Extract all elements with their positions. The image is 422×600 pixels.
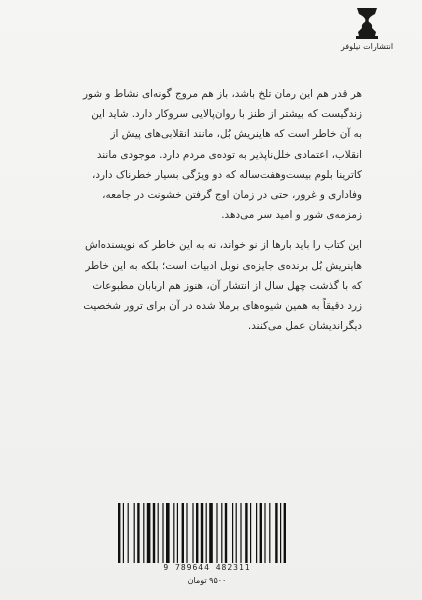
barcode-bar bbox=[275, 503, 277, 563]
barcode-bar bbox=[123, 503, 124, 563]
barcode-bar bbox=[206, 503, 207, 563]
barcode-bar bbox=[225, 503, 227, 563]
blurb-line: دیگراندیشان عمل می‌کنند. bbox=[247, 320, 362, 333]
barcode-bar bbox=[177, 503, 178, 563]
barcode-bar bbox=[280, 503, 281, 563]
barcode-bar bbox=[264, 503, 265, 563]
blurb-line: به آن خاطر است که هاینریش بُل، مانند انقلابی‌های پیش از bbox=[110, 128, 362, 141]
barcode-bar bbox=[153, 503, 155, 563]
blurb-line: زندگیست که بیشتر از طنز با روان‌پالایی سروکار دارد. شاید این bbox=[91, 108, 362, 121]
publisher-name: انتشارات نیلوفر bbox=[340, 42, 394, 51]
barcode-bar bbox=[137, 503, 139, 563]
barcode-bar bbox=[260, 503, 262, 563]
barcode-bar bbox=[134, 503, 135, 563]
barcode-bar bbox=[250, 503, 251, 563]
barcode-bar bbox=[162, 503, 163, 563]
barcode-bar bbox=[240, 503, 241, 563]
blurb-line: زرد دقیقاً به همین شیوه‌های برملا شده در آن برای ترور شخصیت bbox=[83, 300, 362, 313]
barcode-bar bbox=[166, 503, 170, 563]
barcode-bar bbox=[269, 503, 270, 563]
blurb-line: هر قدر هم این رمان تلخ باشد، باز هم مروج گونه‌ای نشاط و شور bbox=[83, 88, 362, 100]
barcode-bar bbox=[201, 503, 203, 563]
blurb-line: که با گذشت چهل سال از انتشار آن، هنوز هم اربابان مطبوعات bbox=[92, 279, 362, 292]
back-cover-blurb bbox=[80, 84, 362, 336]
barcode-bar bbox=[221, 503, 222, 563]
barcode-bar bbox=[158, 503, 159, 563]
blurb-line: وفاداری و غرور، حتی در زمان اوج گرفتن خشونت در جامعه، bbox=[102, 189, 362, 202]
blurb-line: انقلاب، اعتمادی خلل‌ناپذیر به توده‌ی مردم دارد. موجودی مانند bbox=[96, 148, 362, 161]
barcode-bar bbox=[173, 503, 174, 563]
blurb-paragraph-1 bbox=[80, 84, 362, 225]
barcode-bar bbox=[118, 503, 120, 563]
isbn-barcode bbox=[112, 503, 302, 563]
price-label: ۹۵۰۰ تومان bbox=[187, 576, 227, 585]
barcode-bar bbox=[196, 503, 198, 563]
barcode-bar bbox=[232, 503, 233, 563]
barcode-bar bbox=[216, 503, 217, 563]
barcode-bar bbox=[186, 503, 187, 563]
barcode-bar bbox=[182, 503, 184, 563]
blurb-paragraph-2 bbox=[80, 235, 362, 336]
barcode-bar bbox=[236, 503, 237, 563]
blurb-line: زمزمه‌ی شور و امید سر می‌دهد. bbox=[221, 209, 362, 222]
isbn-number: 9 789644 482311 bbox=[163, 563, 251, 572]
barcode-bar bbox=[147, 503, 151, 563]
barcode-bar bbox=[143, 503, 144, 563]
bust-silhouette-icon bbox=[353, 6, 381, 40]
barcode-bar bbox=[128, 503, 129, 563]
barcode-bar bbox=[256, 503, 257, 563]
barcode-bar bbox=[209, 503, 213, 563]
blurb-line: کاترینا بلوم بیست‌وهفت‌ساله که دو ویژگی بسیار خطرناک دارد، bbox=[92, 168, 362, 181]
barcode-bar bbox=[284, 503, 286, 563]
blurb-line: هاینریش بُل برنده‌ی جایزه‌ی نوبل ادبیات است؛ بلکه به این خاطر bbox=[85, 259, 362, 272]
barcode-bar bbox=[245, 503, 247, 563]
barcode-bar bbox=[192, 503, 193, 563]
blurb-line: این کتاب را باید بارها از نو خواند، نه به این خاطر که نویسنده‌اش bbox=[85, 239, 362, 252]
publisher-logo bbox=[332, 6, 402, 51]
